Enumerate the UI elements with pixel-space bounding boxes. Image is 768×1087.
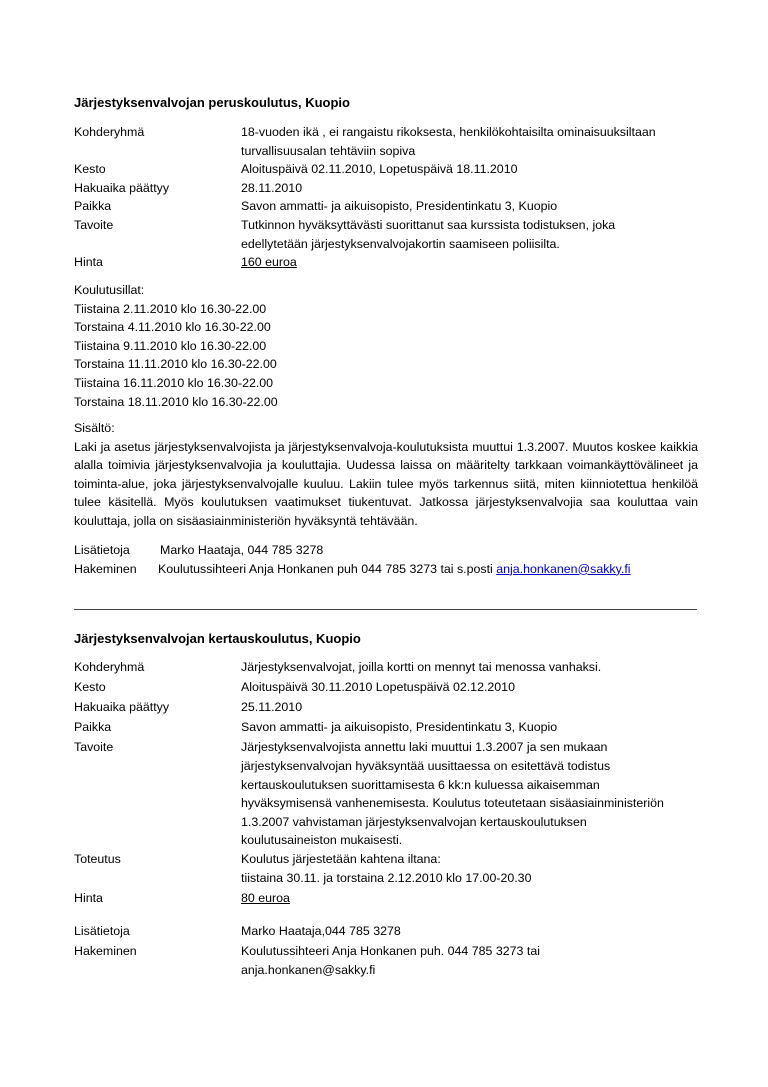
course2-row-price <box>74 889 698 908</box>
course1-duration-label: Kesto <box>74 162 106 177</box>
course1-sessions-heading: Koulutusillat: <box>74 283 145 297</box>
course2-target-group-value: Järjestyksenvalvojat, joilla kortti on mennyt tai menossa vanhaksi. <box>241 660 602 674</box>
course1-content <box>74 419 698 531</box>
course2-goal-line6: koulutusaineiston mukaisesti. <box>241 833 403 848</box>
course1-session-item: Tiistaina 9.11.2010 klo 16.30-22.00 <box>74 338 267 353</box>
course1-deadline-label: Hakuaika päättyy <box>74 180 170 195</box>
course1-content-text: Laki ja asetus järjestyksenvalvojista ja järjestyksenvalvoja-koulutuksista muuttui 1.3.2007. Muutos koskee kaikkia alalla toimivia järjestyksenvalvojia ja kouluttajia. Uudessa laissa on määritelty tarkkaan voimankäyttövälineet ja toiminta-alue, joka järjestyksenvalvojalle kuuluu. Lakiin tulee myös tarkennus siitä, miten kiinniotettua henkilöä tulee käsitellä. Myös koulutuksen vaatimukset tiukentuvat. Jatkossa järjestyksenvalvojia saa kouluttaa vain kouluttaja, jolla on sisäasiainministeriön hyväksyntä tehtävään. <box>74 439 698 528</box>
course1-row-target-group <box>74 123 698 160</box>
course2-price-label: Hinta <box>74 890 103 905</box>
course1-info-value: Marko Haataja, 044 785 3278 <box>160 543 324 557</box>
course2-row-target-group <box>74 658 698 677</box>
course1-row-location <box>74 197 698 216</box>
course2-goal-line3: kertauskoulutuksen suorittamisesta 6 kk:n kuluessa aikaisemman <box>241 777 600 792</box>
course2-apply-line1: Koulutussihteeri Anja Honkanen puh. 044 785 3273 tai <box>241 944 540 959</box>
course2-duration-value: Aloituspäivä 30.11.2010 Lopetuspäivä 02.12.2010 <box>241 680 515 695</box>
course1-email-link[interactable]: anja.honkanen@sakky.fi <box>496 561 631 576</box>
course1-info-label: Lisätietoja <box>74 543 130 557</box>
course2-price-value: 80 euroa <box>241 890 290 905</box>
course2-goal-line1: Järjestyksenvalvojista annettu laki muuttui 1.3.2007 ja sen mukaan <box>241 740 608 755</box>
course2-location-label: Paikka <box>74 720 112 735</box>
course1-session-item: Torstaina 18.11.2010 klo 16.30-22.00 <box>74 394 278 409</box>
course2-goal-line2: järjestyksenvalvojan hyväksyntää uusittaessa on esitettävä todistus <box>241 758 611 773</box>
course1-title: Järjestyksenvalvojan peruskoulutus, Kuopio <box>74 95 350 110</box>
course1-target-group-line2: turvallisuusalan tehtäviin sopiva <box>241 143 416 158</box>
course2-deadline-value: 25.11.2010 <box>241 700 303 715</box>
course2-section <box>74 629 698 648</box>
course1-session-item: Torstaina 4.11.2010 klo 16.30-22.00 <box>74 320 271 335</box>
course1-target-group-line1: 18-vuoden ikä , ei rangaistu rikoksesta, henkilökohtaisilta ominaisuuksiltaan <box>241 125 656 139</box>
course1-session-item: Tiistaina 2.11.2010 klo 16.30-22.00 <box>74 301 267 316</box>
course1-goal-label: Tavoite <box>74 217 114 232</box>
course1-goal-line2: edellytetään järjestyksenvalvojakortin saamiseen poliisilta. <box>241 236 560 251</box>
course1-row-goal <box>74 216 698 253</box>
course1-target-group-label: Kohderyhmä <box>74 125 145 139</box>
section-divider <box>74 609 697 610</box>
course2-row-goal <box>74 738 698 850</box>
course1-location-value: Savon ammatti- ja aikuisopisto, Presidentinkatu 3, Kuopio <box>241 199 558 214</box>
course1-price-label: Hinta <box>74 255 103 270</box>
course1-deadline-value: 28.11.2010 <box>241 180 303 195</box>
course1-section <box>74 93 698 112</box>
course2-implementation-label: Toteutus <box>74 851 121 866</box>
course2-details <box>74 658 698 907</box>
course2-implementation-line1: Koulutus järjestetään kahtena iltana: <box>241 851 441 866</box>
course1-apply-value: Koulutussihteeri Anja Honkanen puh 044 785 3273 tai s.posti <box>158 561 493 576</box>
course2-info-label: Lisätietoja <box>74 924 130 938</box>
course1-session-item: Torstaina 11.11.2010 klo 16.30-22.00 <box>74 357 277 372</box>
course2-info-row <box>74 922 698 941</box>
course2-goal-label: Tavoite <box>74 740 114 755</box>
course1-content-heading: Sisältö: <box>74 421 115 435</box>
course2-row-duration <box>74 678 698 697</box>
course1-row-price <box>74 253 698 272</box>
course1-goal-line1: Tutkinnon hyväksyttävästi suorittanut saa kurssista todistuksen, joka <box>241 217 616 232</box>
course2-apply-label: Hakeminen <box>74 944 137 959</box>
course1-details <box>74 123 698 272</box>
course1-location-label: Paikka <box>74 199 112 214</box>
course2-apply-row <box>74 942 698 979</box>
course1-contacts <box>74 541 698 578</box>
course1-apply-row <box>74 560 698 579</box>
course2-row-deadline <box>74 698 698 717</box>
course2-location-value: Savon ammatti- ja aikuisopisto, Presidentinkatu 3, Kuopio <box>241 720 558 735</box>
course2-contacts <box>74 922 698 979</box>
course1-session-item: Tiistaina 16.11.2010 klo 16.30-22.00 <box>74 375 274 390</box>
course1-apply-label: Hakeminen <box>74 561 137 576</box>
course1-price-value: 160 euroa <box>241 255 297 270</box>
course1-duration-value: Aloituspäivä 02.11.2010, Lopetuspäivä 18.11.2010 <box>241 162 518 177</box>
course1-row-deadline <box>74 179 698 198</box>
course2-row-location <box>74 718 698 737</box>
course2-duration-label: Kesto <box>74 680 106 695</box>
course2-apply-email: anja.honkanen@sakky.fi <box>241 962 376 977</box>
course2-info-value: Marko Haataja,044 785 3278 <box>241 924 401 938</box>
course2-implementation-line2: tiistaina 30.11. ja torstaina 2.12.2010 klo 17.00-20.30 <box>241 870 532 885</box>
course2-row-implementation <box>74 850 698 887</box>
course2-target-group-label: Kohderyhmä <box>74 660 145 674</box>
course2-goal-line4: hyväksymisensä vanhenemisesta. Koulutus toteutetaan sisäasiainministeriön <box>241 796 664 811</box>
course2-deadline-label: Hakuaika päättyy <box>74 700 170 715</box>
course2-goal-line5: 1.3.2007 vahvistaman järjestyksenvalvojan kertauskoulutuksen <box>241 814 587 829</box>
course1-row-duration <box>74 160 698 179</box>
course2-title: Järjestyksenvalvojan kertauskoulutus, Kuopio <box>74 631 361 646</box>
course1-sessions <box>74 281 698 411</box>
course1-info-row <box>74 541 698 560</box>
